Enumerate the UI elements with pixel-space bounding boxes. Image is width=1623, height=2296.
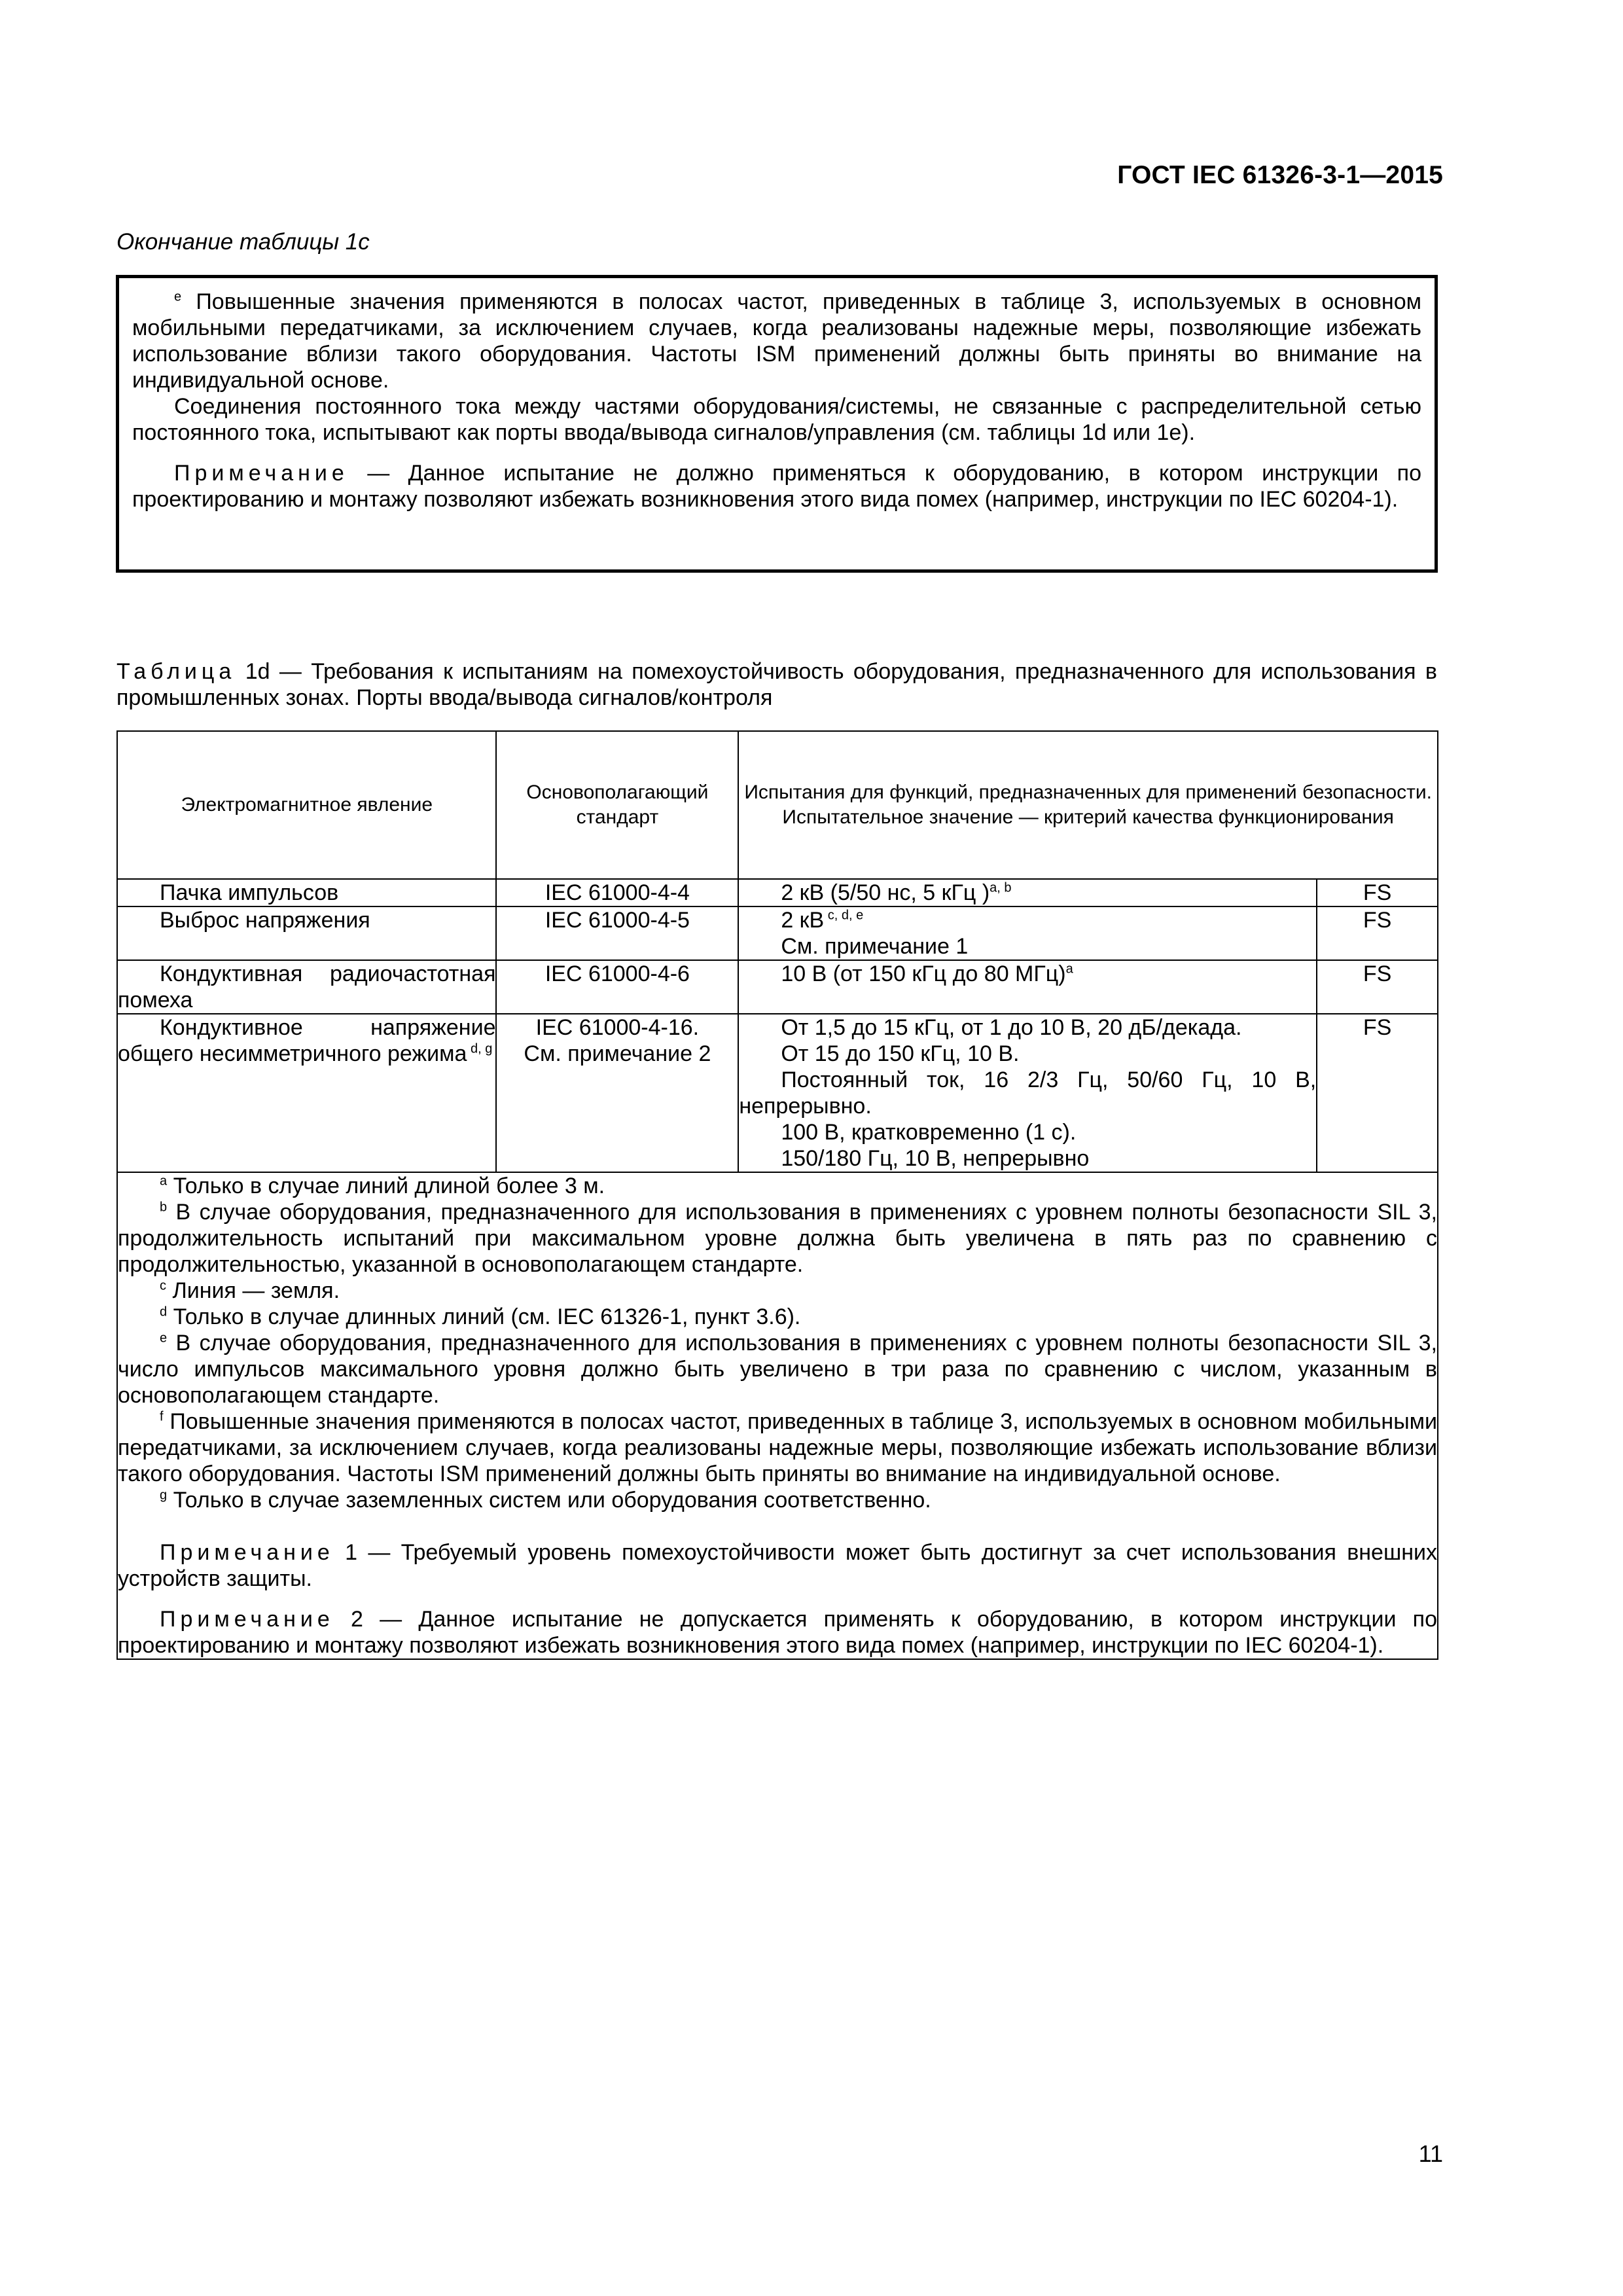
header-standard: Основополагающий стандарт <box>496 731 738 879</box>
footnote-e <box>132 289 1421 393</box>
table-row <box>117 906 1438 960</box>
note <box>132 460 1421 512</box>
continuation-caption: Окончание таблицы 1с <box>116 229 370 255</box>
table-row <box>117 960 1438 1014</box>
cell-standard: IEC 61000-4-5 <box>496 906 738 960</box>
footnote-mark: e <box>174 289 182 304</box>
cell-value: 2 кВ (5/50 нс, 5 кГц )$^{a, b}$ <box>738 879 1317 906</box>
cell-value: От 1,5 до 15 кГц, от 1 до 10 В, 20 дБ/декада. От 15 до 150 кГц, 10 В. Постоянный ток, 16 2/3 Гц, 50/60 Гц, 10 В, непрерывно. 100 В, кратковременно (1 с). 150/180 Гц, 10 В, непрерывно <box>739 1015 1317 1171</box>
footnote-d: $^d$ Только в случае длинных линий (см. IEC 61326-1, пункт 3.6). <box>160 1304 801 1329</box>
header-tests-line2: Испытательное значение — критерий качества функционирования <box>782 806 1394 828</box>
cell-criterion: FS <box>1317 960 1438 1014</box>
cell-standard: IEC 61000-4-16. См. примечание 2 <box>496 1014 738 1172</box>
cell-phenomenon: Пачка импульсов <box>117 879 496 906</box>
document-header: ГОСТ IEC 61326-3-1—2015 <box>1117 161 1443 189</box>
dc-connection-text: Соединения постоянного тока между частями оборудования/системы, не связанные с распределительной сетью постоянного тока, испытывают как порты ввода/вывода сигналов/управления (см. таблицы 1d или 1e). <box>132 394 1421 445</box>
cell-standard: IEC 61000-4-6 <box>496 960 738 1014</box>
cell-standard: IEC 61000-4-4 <box>496 879 738 906</box>
footnote-g: $^g$ Только в случае заземленных систем или оборудования соответственно. <box>160 1488 931 1513</box>
footnote-text: Повышенные значения применяются в полосах частот, приведенных в таблице 3, используемых в основном мобильными передатчиками, за исключением случаев, когда реализованы надежные меры, позволяющие избежать использование вблизи такого оборудования. Частоты ISM применений должны быть приняты во внимание на индивидуальной основе. <box>132 289 1421 393</box>
cell-value: 10 В (от 150 кГц до 80 МГц)$^a$ <box>738 960 1317 1014</box>
cell-phenomenon: Выброс напряжения <box>117 906 496 960</box>
cell-value: 2 кВ $^{c, d, e}$ См. примечание 1 <box>738 906 1317 960</box>
table-row <box>117 1014 1438 1172</box>
header-tests <box>738 731 1438 879</box>
note-text: — Данное испытание не должно применяться к оборудованию, в котором инструкции по проектированию и монтажу позволяют избежать возникновения этого вида помех (например, инструкции по IEC 60204-1). <box>132 461 1422 512</box>
cell-criterion: FS <box>1317 879 1438 906</box>
table-1d <box>116 730 1438 1660</box>
cell-criterion: FS <box>1317 1014 1438 1172</box>
footnote-a: $^a$ Только в случае линий длиной более 3 м. <box>160 1174 605 1198</box>
table-title-text: 1d — Требования к испытаниям на помехоустойчивость оборудования, предназначенного для использования в промышленных зонах. Порты ввода/вывода сигналов/контроля <box>116 659 1437 710</box>
cell-phenomenon: Кондуктивная радиочастотная помеха <box>118 961 496 1013</box>
header-phenomenon: Электромагнитное явление <box>117 731 496 879</box>
footnote-f: $^f$ Повышенные значения применяются в полосах частот, приведенных в таблице 3, используемых в основном мобильными передатчиками, за исключением случаев, когда реализованы надежные меры, позволяющие избежать использование вблизи такого оборудования. Частоты ISM применений должны быть приняты во внимание на индивидуальной основе. <box>118 1409 1437 1486</box>
table-1d-title <box>116 658 1437 711</box>
footnote-c: $^c$ Линия — земля. <box>160 1278 340 1303</box>
table-header-row <box>117 731 1438 879</box>
cell-criterion: FS <box>1317 906 1438 960</box>
table-1c-end-box <box>116 275 1438 573</box>
page-number: 11 <box>1418 2140 1443 2167</box>
note-1: Примечание 1 — Требуемый уровень помехоустойчивости может быть достигнут за счет использования внешних устройств защиты. <box>118 1540 1437 1591</box>
footnote-e: $^e$ В случае оборудования, предназначенного для использования в применениях с уровнем полноты безопасности SIL 3, число импульсов максимального уровня должно быть увеличено в три раза по сравнению с числом, указанным в основополагающем стандарте. <box>118 1331 1437 1408</box>
table-notes-row <box>117 1172 1438 1659</box>
note-label: Примечание <box>174 461 349 486</box>
table-row <box>117 879 1438 906</box>
table-label: Таблица <box>116 659 236 684</box>
header-tests-line1: Испытания для функций, предназначенных для применений безопасности. <box>744 781 1432 803</box>
cell-phenomenon: Кондуктивное напряжение общего несимметричного режима $^{d, g}$ <box>117 1014 496 1172</box>
note-2: Примечание 2 — Данное испытание не допускается применять к оборудованию, в котором инструкции по проектированию и монтажу позволяют избежать возникновения этого вида помех (например, инструкции по IEC 60204-1). <box>118 1607 1437 1658</box>
table-notes <box>117 1172 1438 1659</box>
footnote-b: $^b$ В случае оборудования, предназначенного для использования в применениях с уровнем полноты безопасности SIL 3, продолжительность испытаний при максимальном уровне должна быть увеличена в пять раз по сравнению с продолжительностью, указанной в основополагающем стандарте. <box>118 1200 1437 1277</box>
